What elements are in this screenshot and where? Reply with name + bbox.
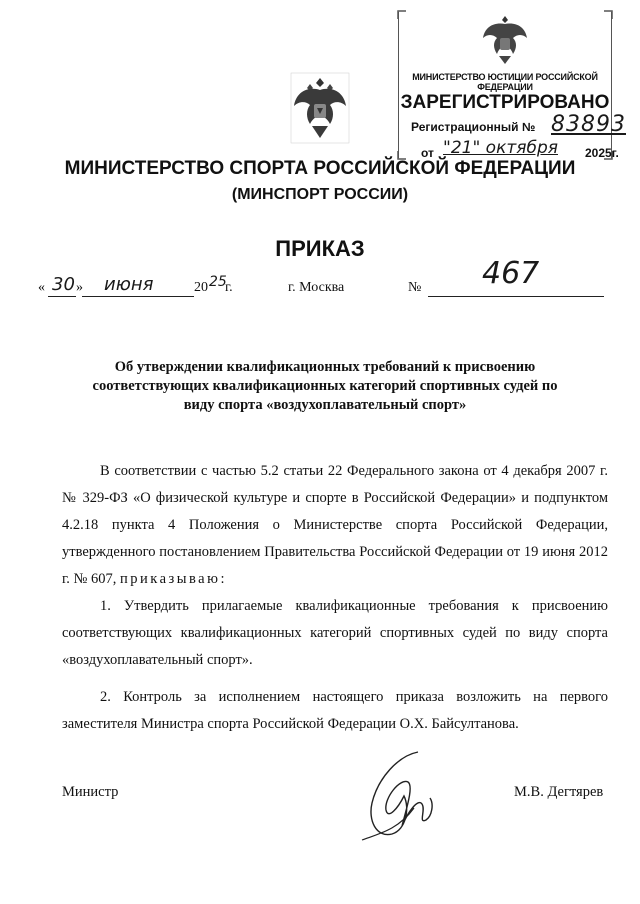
order-item-2: 2. Контроль за исполнением настоящего приказа возложить на первого заместителя Министра спорта Российской Федерации О.Х. Байсултанова. [62,689,608,732]
document-type-title: ПРИКАЗ [275,236,365,261]
eagle-emblem-icon [479,12,531,68]
order-word: приказываю: [120,571,227,587]
order-body [62,458,608,738]
stamp-date-value: "21" октября [443,138,558,158]
date-year-suffix: 25 [209,274,227,290]
stamp-regnum-value: 83893 [551,112,626,137]
signatory-position: Министр [62,784,119,800]
month-underline [82,296,194,297]
number-underline [428,296,604,297]
order-number-label: № [408,280,422,295]
stamp-ministry: МИНИСТЕРСТВО ЮСТИЦИИ РОССИЙСКОЙ ФЕДЕРАЦИИ [412,72,598,92]
date-month: июня [104,274,154,295]
order-city: г. Москва [288,280,345,295]
date-close-quote: » [76,280,83,295]
order-number-value: 467 [482,256,540,291]
stamp-date-label: от [421,146,434,160]
date-day: 30 [52,274,75,295]
stamp-regnum-label: Регистрационный № [411,120,536,134]
stamp-registered-label: ЗАРЕГИСТРИРОВАНО [400,92,610,113]
stamp-corner-icon [603,10,613,20]
preamble-text: В соответствии с частью 5.2 статьи 22 Федерального закона от 4 декабря 2007 г. № 329-ФЗ «О физической культуре и спорте в Российской Федерации» и подпунктом 4.2.18 пункта 4 Положения о Министерстве спорта Российской Федерации, утвержденного постановлением Правительства Российской Федерации от 19 июня 2012 г. № 607, [62,463,608,587]
order-item-1: 1. Утвердить прилагаемые квалификационные требования к присвоению соответствующих квалификационных категорий спортивных судей по виду спорта «воздухоплавательный спорт». [62,598,608,668]
registration-stamp [398,12,626,160]
signatory-name: М.В. Дегтярев [514,784,604,800]
order-subject: Об утверждении квалификационных требований к присвоению соответствующих квалификационных категорий спортивных судей по виду спорта «воздухоплавательный спорт» [92,359,558,413]
preamble-paragraph [62,458,608,593]
ministry-short-title: (МИНСПОРТ РОССИИ) [231,186,409,203]
date-year-g: г. [225,280,233,295]
handwritten-signature-icon [348,748,444,848]
russian-coat-of-arms-icon [290,72,350,144]
stamp-date-suffix: 2025г. [585,146,619,160]
date-open-quote: « [38,280,45,295]
order-date-line [0,256,640,302]
date-year-prefix: 20 [194,280,208,295]
ministry-title: МИНИСТЕРСТВО СПОРТА РОССИЙСКОЙ ФЕДЕРАЦИИ [64,158,576,179]
stamp-corner-icon [397,10,407,20]
day-underline [48,296,76,297]
